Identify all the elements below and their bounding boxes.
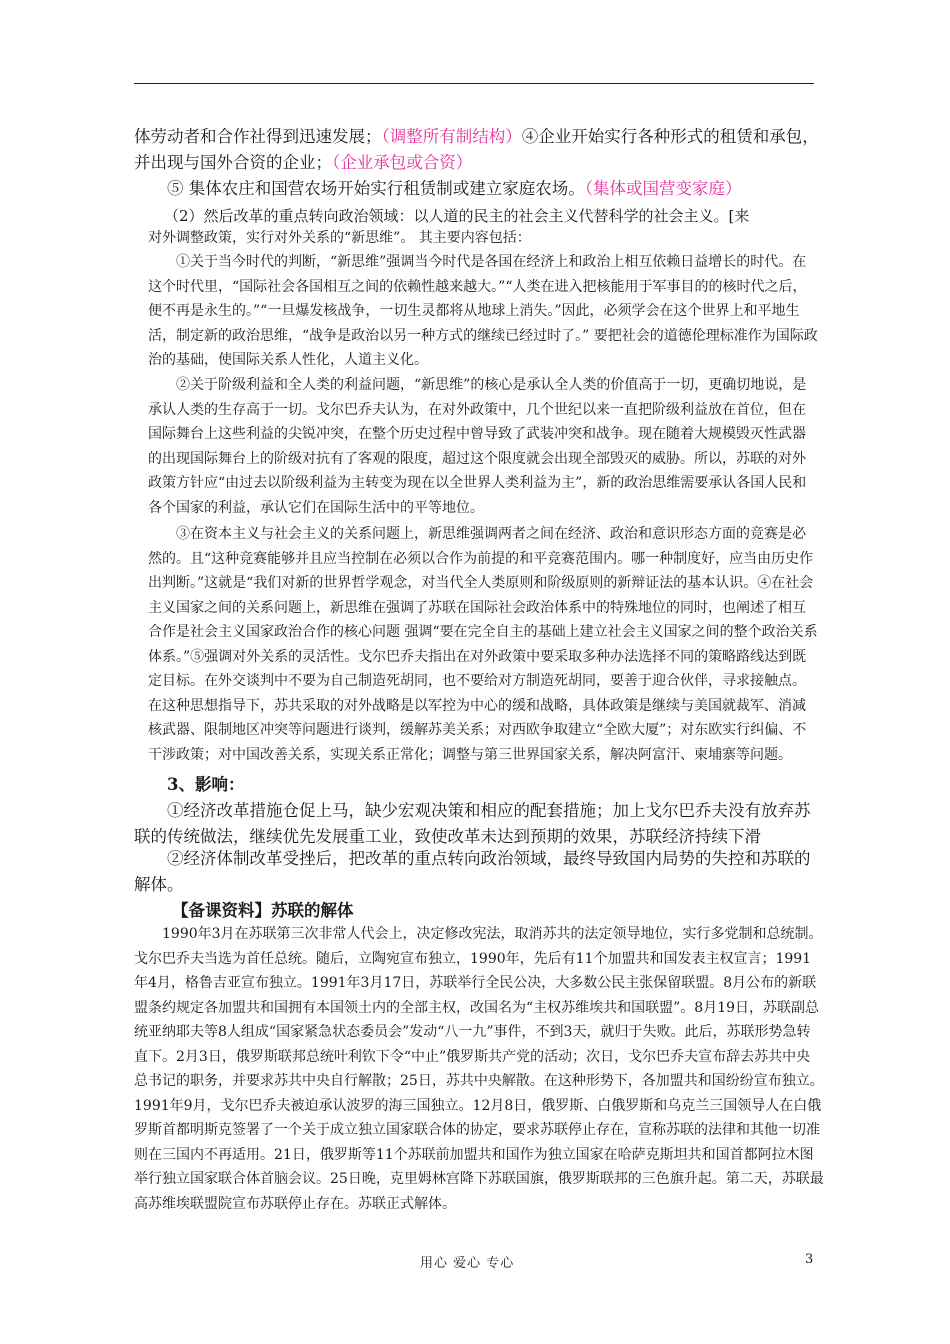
paragraph-impact-1: ①经济改革措施仓促上马，缺少宏观决策和相应的配套措施；加上戈尔巴乔夫没有放弃苏联的传统做法，继续优先发展重工业，致使改革未达到预期的效果，苏联经济持续下滑: [134, 801, 811, 846]
text-span: ⑤ 集体农庄和国营农场开始实行租赁制或建立家庭农场。: [167, 179, 585, 198]
footer-motto: 用心 爱心 专心: [420, 1256, 515, 1271]
paragraph-point-3: ③在资本主义与社会主义的关系问题上，新思维强调两者之间在经济、政治和意识形态方面的竞赛是必然的。且“这种竞赛能够并且应当控制在必须以合作为前提的和平竞赛范围内。哪一种制度好，应当由历史作出判断。”这就是“我们对新的世界哲学观念，对当代全人类原则和阶级原则的新辩证法的基本认识。④在社会主义国家之间的关系问题上，新思维在强调了苏联在国际社会政治体系中的特殊地位的同时，也阐述了相互合作是社会主义国家政治合作的核心问题 强调“要在完全自主的基础上建立社会主义国家之间的整个政治关系体系。”⑤强调对外关系的灵活性。戈尔巴乔夫指出在对外政策中要采取多种办法选择不同的策略路线达到既定目标。在外交谈判中不要为自己制造死胡同，也不要给对方制造死胡同，要善于迎合伙伴，寻求接触点。在这种思想指导下，苏共采取的对外战略是以军控为中心的缓和战略，具体政策是继续与美国就裁军、消减核武器、限制地区冲突等问题进行谈判，缓解苏美关系；对西欧争取建立“全欧大厦”；对东欧实行纠偏、不干涉政策；对中国改善关系，实现关系正常化；调整与第三世界国家关系，解决阿富汗、柬埔寨等问题。: [148, 526, 818, 763]
paragraph-dissolution: 1990年3月在苏联第三次非常人代会上，决定修改宪法，取消苏共的法定领导地位，实行多党制和总统制。戈尔巴乔夫当选为首任总统。随后，立陶宛宣布独立，1990年，先后有11个加盟共和国发表主权宣言；1991年4月，格鲁吉亚宣布独立。1991年3月17日，苏联举行全民公决，大多数公民主张保留联盟。8月公布的新联盟条约规定各加盟共和国拥有本国领土内的全部主权，改国名为“主权苏维埃共和国联盟”。8月19日，苏联副总统亚纳耶夫等8人组成“国家紧急状态委员会”发动“八一九”事件，不到3天，就归于失败。此后，苏联形势急转直下。2月3日，俄罗斯联邦总统叶利钦下令“中止”俄罗斯共产党的活动；次日，戈尔巴乔夫宣布辞去苏共中央总书记的职务，并要求苏共中央自行解散；25日，苏共中央解散。在这种形势下，各加盟共和国纷纷宣布独立。1991年9月，戈尔巴乔夫被迫承认波罗的海三国独立。12月8日，俄罗斯、白俄罗斯和乌克兰三国领导人在白俄罗斯首都明斯克签署了一个关于成立独立国家联合体的协定，要求苏联停止存在，宣称苏联的法律和其他一切准则在三国内不再适用。21日，俄罗斯等11个苏联前加盟共和国作为独立国家在哈萨克斯坦共和国首都阿拉木图举行独立国家联合体首脑会议。25日晚，克里姆林宫降下苏联国旗，俄罗斯联邦的三色旗升起。第二天，苏联最高苏维埃联盟院宣布苏联停止存在。苏联正式解体。: [134, 926, 824, 1212]
paragraph-impact-2: ②经济体制改革受挫后，把改革的重点转向政治领域，最终导致国内局势的失控和苏联的解体。: [134, 849, 811, 894]
text-span: 体劳动者和合作社得到迅速发展；: [134, 127, 382, 146]
paragraph-point-2: ②关于阶级利益和全人类的利益问题，“新思维”的核心是承认全人类的价值高于一切，更确切地说，是承认人类的生存高于一切。戈尔巴乔夫认为，在对外政策中，几个世纪以来一直把阶级利益放在首位，但在国际舞台上这些利益的尖锐冲突，在整个历史过程中曾导致了武装冲突和战争。现在随着大规模毁灭性武器的出现国际舞台上的阶级对抗有了客观的限度，超过这个限度就会出现全部毁灭的威胁。所以，苏联的对外政策方针应“由过去以阶级利益为主转变为现在以全世界人类利益为主”，新的政治思维需要承认各国人民和各个国家的利益，承认它们在国际生活中的平等地位。: [148, 377, 807, 516]
paragraph-point-1: ①关于当今时代的判断，“新思维”强调当今时代是各国在经济上和政治上相互依赖日益增长的时代。在这个时代里，“国际社会各国相互之间的依赖性越来越大。”“人类在进入把核能用于军事目的的核时代之后，便不再是永生的。”“一旦爆发核战争，一切生灵都将从地球上消失。”因此，必须学会在这个世界上和平地生活，制定新的政治思维，“战争是政治以另一种方式的继续已经过时了。” 要把社会的道德伦理标准作为国际政治的基础，使国际关系人性化，人道主义化。: [148, 254, 818, 368]
heading-reference: 【备课资料】苏联的解体: [172, 901, 354, 920]
paragraph-farms: [134, 176, 824, 202]
paragraph-ownership: [134, 124, 824, 176]
annotation-note: （企业承包或合资）: [332, 153, 473, 172]
header-rule: [134, 83, 814, 84]
text-span: ④企业开始实行各种形式的租赁和承包，: [521, 127, 819, 146]
text-span: 并出现与国外合资的企业；: [134, 153, 332, 172]
paragraph-new-thinking-intro: 对外调整政策，实行对外关系的“新思维”。 其主要内容包括：: [148, 230, 531, 246]
paragraph-political-reform: （2）然后改革的重点转向政治领域：以人道的民主的社会主义代替科学的社会主义。[来: [164, 207, 750, 225]
page-number: 3: [805, 1252, 814, 1267]
heading-impact: 3、影响：: [167, 775, 245, 794]
annotation-note: （调整所有制结构）: [381, 127, 522, 146]
annotation-note: （集体或国营变家庭）: [584, 179, 742, 198]
